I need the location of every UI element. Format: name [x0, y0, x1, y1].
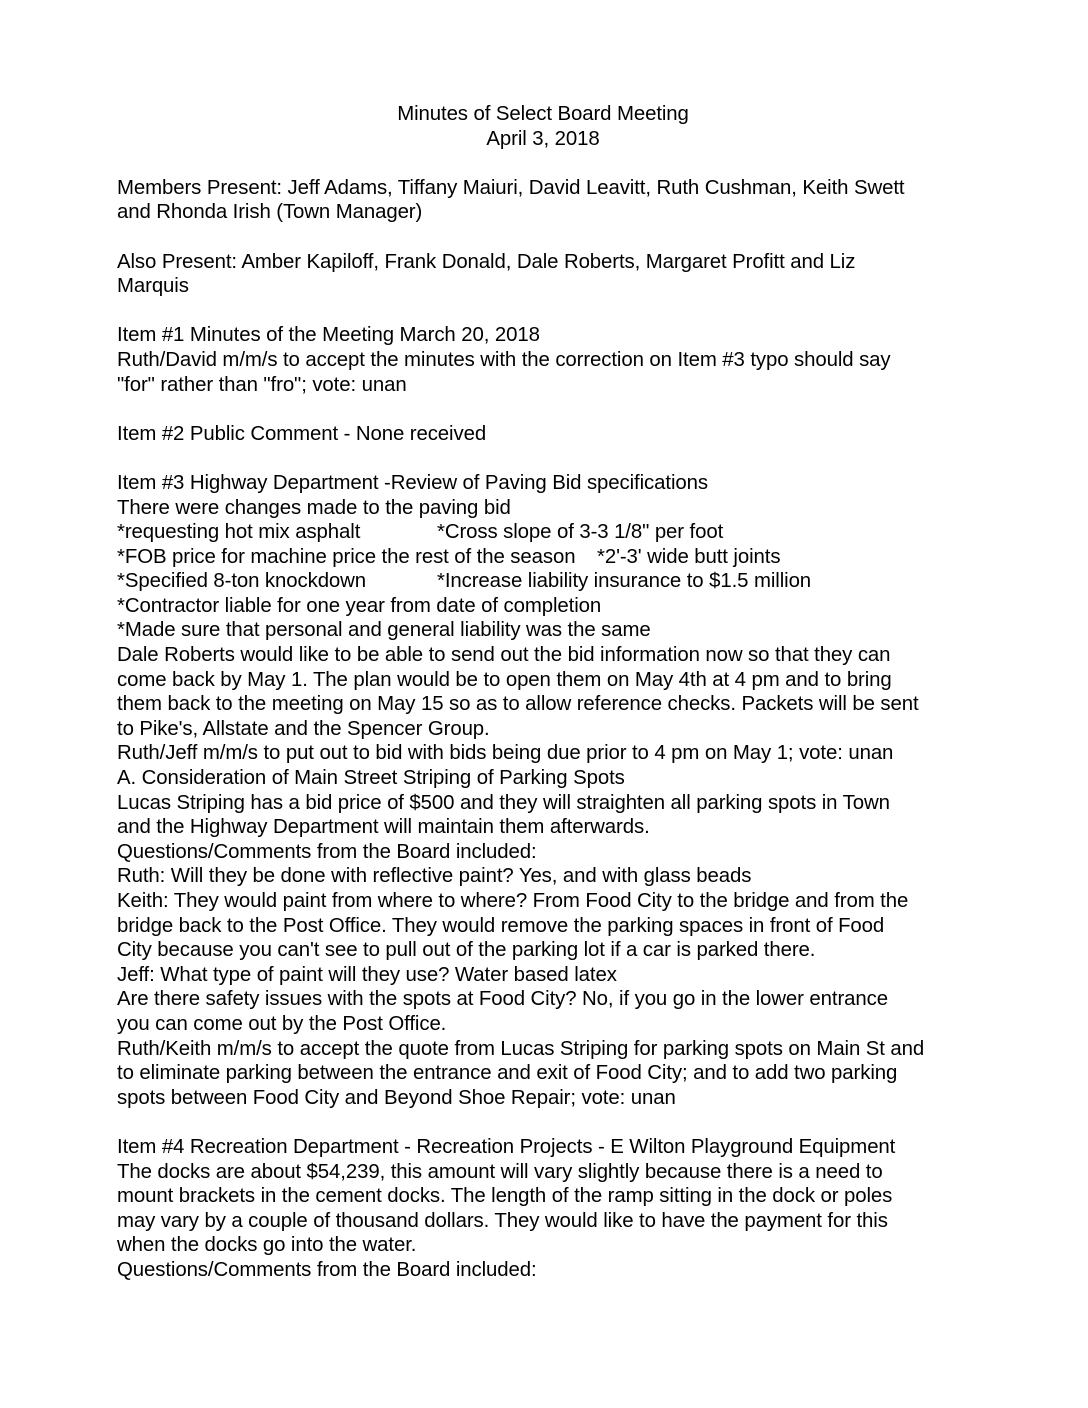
item3-motion-2-line: spots between Food City and Beyond Shoe Repair; vote: unan	[117, 1086, 676, 1109]
item1-motion-line-1: Ruth/David m/m/s to accept the minutes with the correction on Item #3 typo should say	[117, 348, 891, 371]
safety-question-line: Are there safety issues with the spots at Food City? No, if you go in the lower entrance	[117, 988, 888, 1011]
members-present-line-1: Members Present: Jeff Adams, Tiffany Maiuri, David Leavitt, Ruth Cushman, Keith Swett	[117, 176, 905, 199]
item3-motion-2-line: to eliminate parking between the entrance and exit of Food City; and to add two parking	[117, 1062, 898, 1085]
item4-heading: Item #4 Recreation Department - Recreation Projects - E Wilton Playground Equipment	[117, 1135, 896, 1158]
item3-questions-heading: Questions/Comments from the Board included:	[117, 840, 537, 863]
also-present-line-2: Marquis	[117, 275, 189, 298]
docks-paragraph-line: mount brackets in the cement docks. The length of the ramp sitting in the dock or poles	[117, 1185, 893, 1208]
dale-paragraph-line: come back by May 1. The plan would be to open them on May 4th at 4 pm and to bring	[117, 668, 892, 691]
bid-change-right: *Cross slope of 3-3 1/8" per foot	[437, 521, 724, 544]
dale-paragraph-line: Dale Roberts would like to be able to send out the bid information now so that they can	[117, 644, 891, 667]
jeff-question: Jeff: What type of paint will they use? Water based latex	[117, 963, 617, 986]
item3-motion-2-line: Ruth/Keith m/m/s to accept the quote from Lucas Striping for parking spots on Main St and	[117, 1037, 925, 1060]
bid-change-right: *Increase liability insurance to $1.5 million	[437, 570, 812, 593]
docks-paragraph-line: when the docks go into the water.	[117, 1234, 417, 1257]
also-present-line-1: Also Present: Amber Kapiloff, Frank Donald, Dale Roberts, Margaret Profitt and Liz	[117, 250, 856, 273]
bid-change-contractor: *Contractor liable for one year from date of completion	[117, 594, 602, 617]
keith-question-line: City because you can't see to pull out of the parking lot if a car is parked there.	[117, 939, 816, 962]
bid-change-right: *2'-3' wide butt joints	[597, 545, 781, 568]
bid-change-row	[117, 520, 997, 545]
bid-change-left: *FOB price for machine price the rest of the season	[117, 545, 576, 568]
docks-paragraph-line: The docks are about $54,239, this amount will vary slightly because there is a need to	[117, 1160, 883, 1183]
item3-motion-1: Ruth/Jeff m/m/s to put out to bid with bids being due prior to 4 pm on May 1; vote: unan	[117, 742, 894, 765]
safety-question-line: you can come out by the Post Office.	[117, 1012, 447, 1035]
minutes-document	[117, 102, 997, 1283]
item1-heading: Item #1 Minutes of the Meeting March 20, 2018	[117, 324, 540, 347]
meeting-date: April 3, 2018	[486, 127, 600, 150]
bid-change-left: *Specified 8-ton knockdown	[117, 570, 367, 593]
docks-paragraph-line: may vary by a couple of thousand dollars. They would like to have the payment for this	[117, 1209, 888, 1232]
keith-question-line: Keith: They would paint from where to where? From Food City to the bridge and from the	[117, 890, 909, 912]
item2-heading: Item #2 Public Comment - None received	[117, 422, 487, 445]
ruth-question: Ruth: Will they be done with reflective paint? Yes, and with glass beads	[117, 865, 752, 888]
item3-heading: Item #3 Highway Department -Review of Paving Bid specifications	[117, 471, 708, 494]
item1-motion-line-2: "for" rather than "fro"; vote: unan	[117, 373, 407, 396]
dale-paragraph-line: them back to the meeting on May 15 so as to allow reference checks. Packets will be sent	[117, 693, 919, 716]
bid-change-liability: *Made sure that personal and general liability was the same	[117, 619, 651, 642]
item3-intro: There were changes made to the paving bid	[117, 496, 511, 519]
keith-question-line: bridge back to the Post Office. They would remove the parking spaces in front of Food	[117, 914, 885, 937]
dale-paragraph-line: to Pike's, Allstate and the Spencer Group.	[117, 717, 490, 740]
item3-subheading-a: A. Consideration of Main Street Striping of Parking Spots	[117, 767, 625, 790]
bid-change-row	[117, 545, 997, 570]
document-title: Minutes of Select Board Meeting	[397, 103, 689, 125]
members-present-line-2: and Rhonda Irish (Town Manager)	[117, 201, 423, 224]
item4-questions-heading: Questions/Comments from the Board included:	[117, 1258, 537, 1281]
lucas-paragraph-line: and the Highway Department will maintain them afterwards.	[117, 816, 650, 839]
bid-change-row	[117, 569, 997, 594]
lucas-paragraph-line: Lucas Striping has a bid price of $500 and they will straighten all parking spots in Town	[117, 791, 890, 814]
bid-change-left: *requesting hot mix asphalt	[117, 521, 361, 544]
